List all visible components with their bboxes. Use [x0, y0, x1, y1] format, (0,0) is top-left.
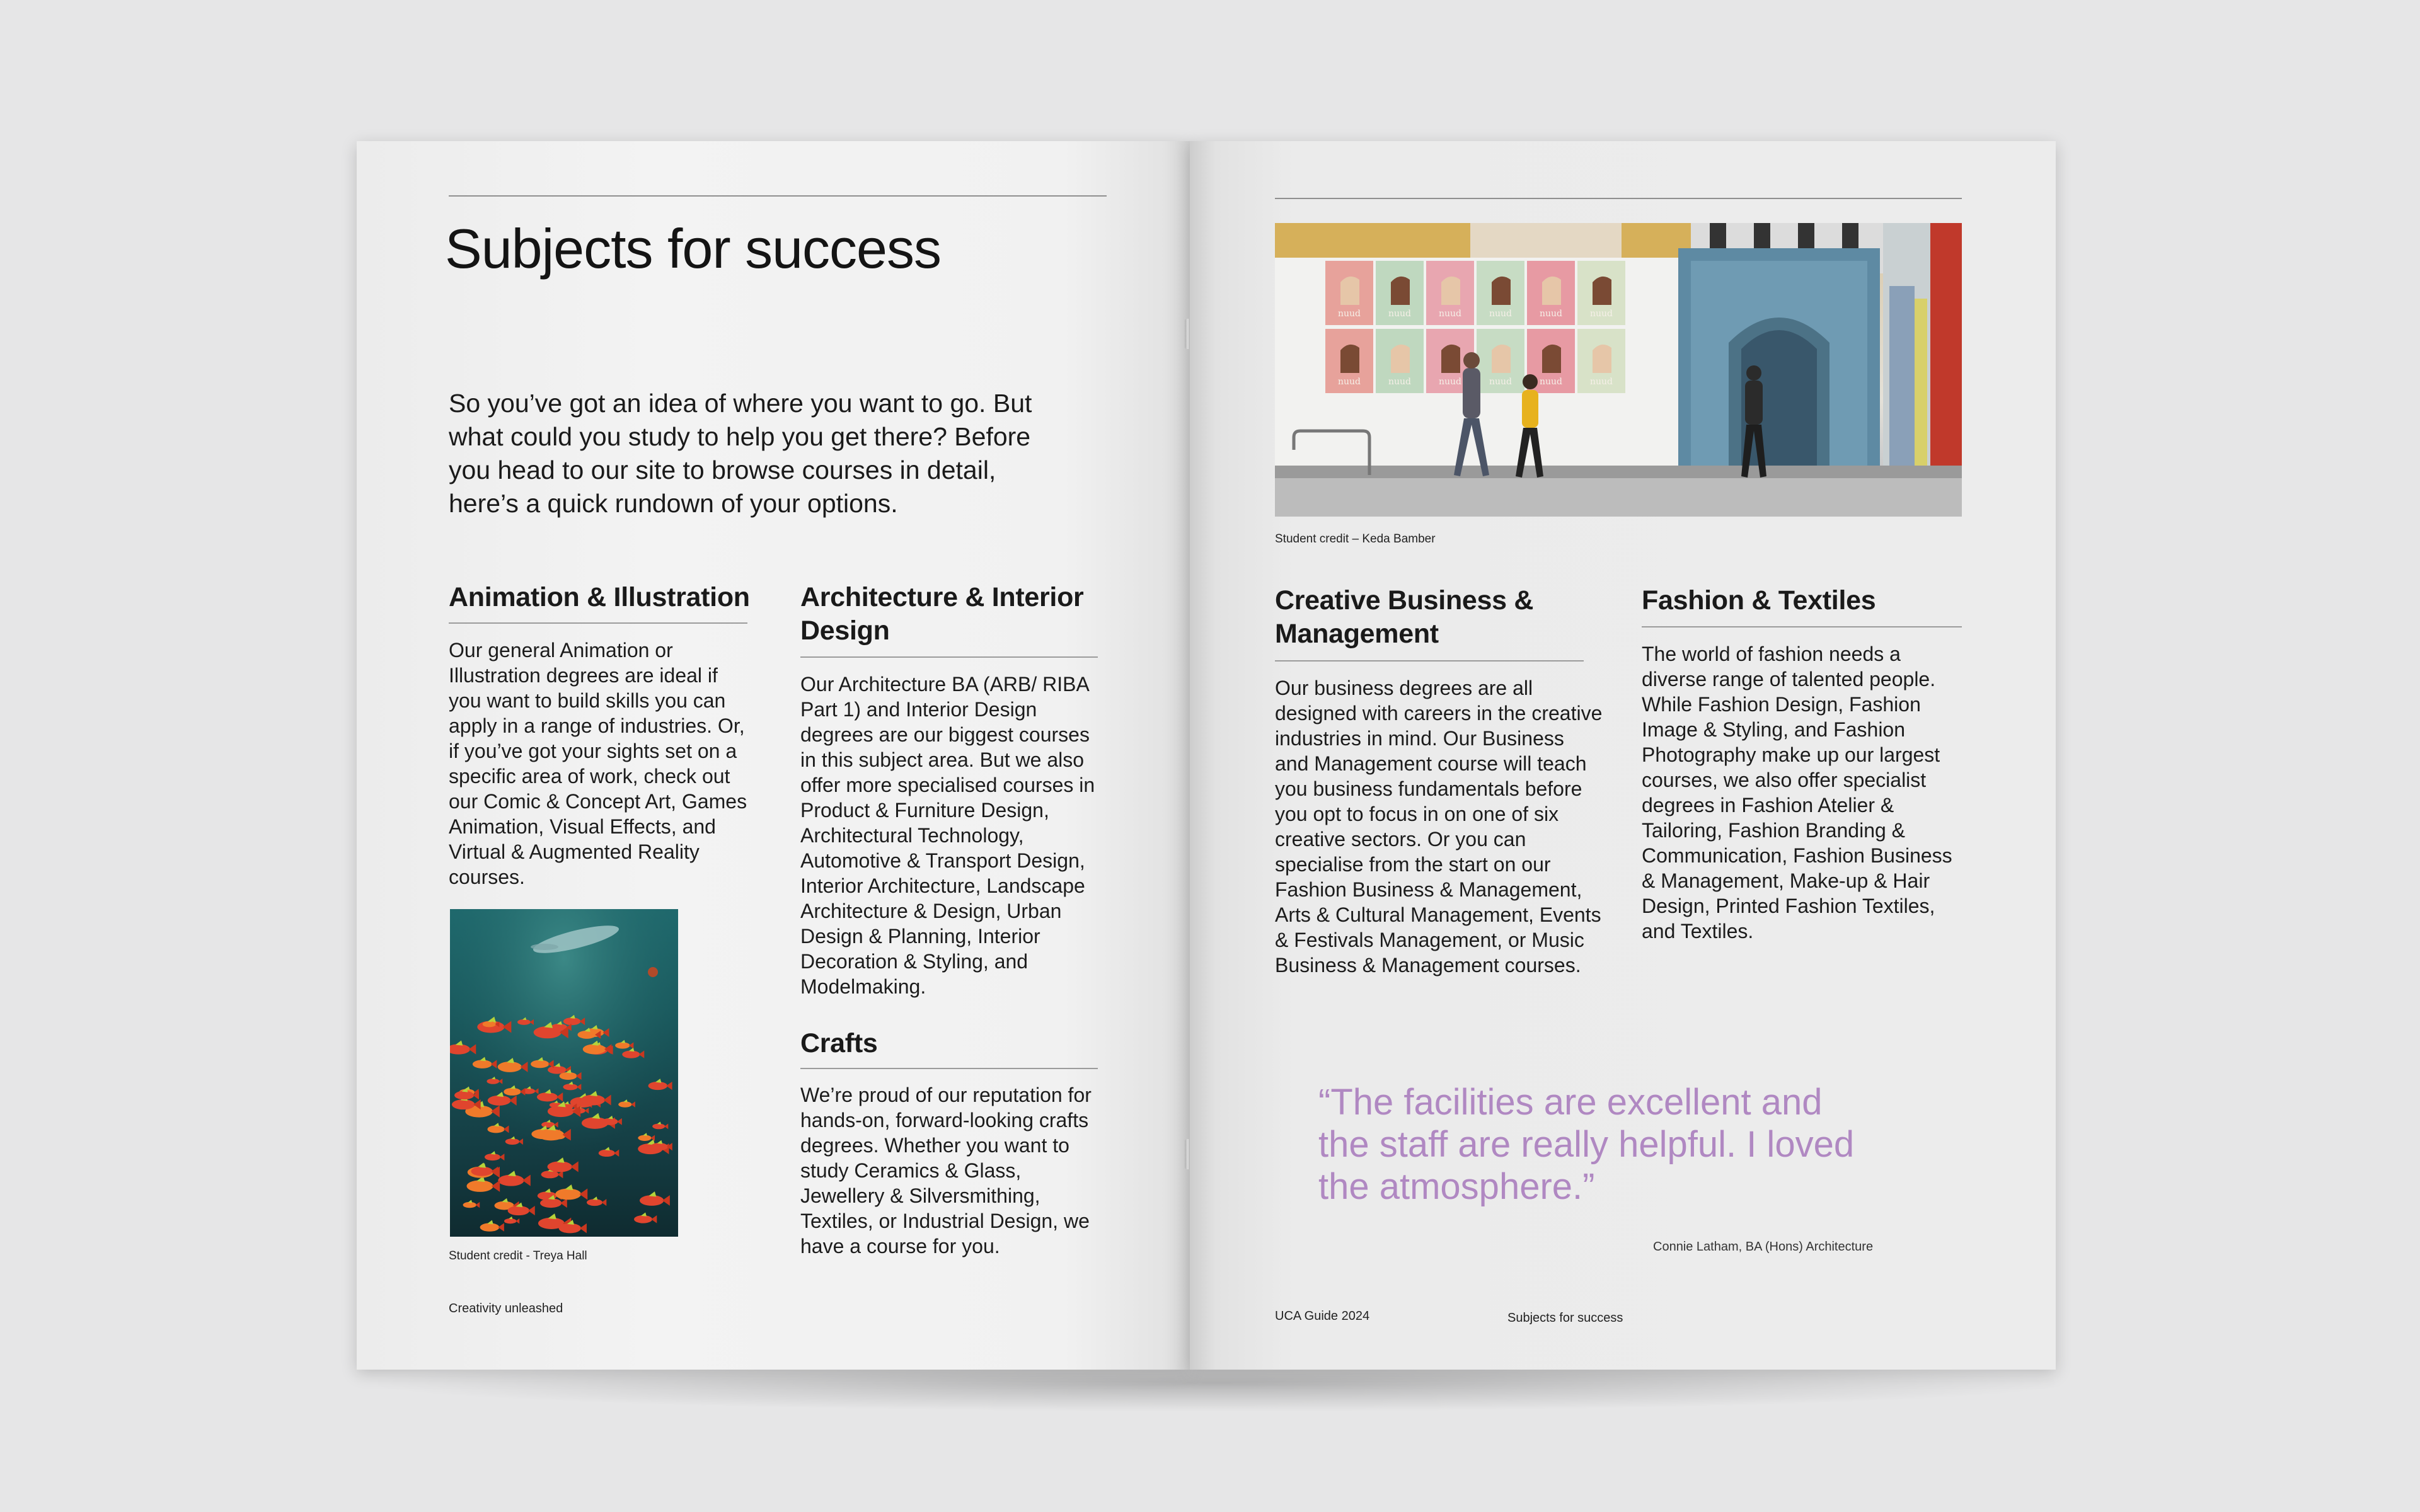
animation-heading: Animation & Illustration — [449, 582, 750, 612]
fish-illustration — [450, 909, 678, 1237]
business-rule — [1275, 660, 1584, 662]
business-heading: Creative Business & Management — [1275, 585, 1534, 649]
poster — [1477, 261, 1524, 325]
poster — [1527, 261, 1575, 325]
poster-label: nuud — [1388, 377, 1412, 387]
poster — [1477, 329, 1524, 393]
animation-body: Our general Animation or Illustration degrees are ideal if you want to build skills you can apply in a range of industries. Or, if you’ve got your sights set on a specific area of work, check out our Comic & Concept Art, Games Animation, Visual Effects, and Virtual & Augmented Reality courses. — [449, 639, 747, 888]
poster-label: nuud — [1388, 309, 1412, 319]
left-top-rule — [449, 195, 1107, 197]
left-image-credit: Student credit - Treya Hall — [449, 1249, 587, 1263]
right-footer-section: Subjects for success — [1507, 1311, 1623, 1325]
fashion-rule — [1642, 626, 1962, 627]
poster — [1376, 329, 1424, 393]
architecture-heading: Architecture & Interior Design — [800, 582, 1084, 646]
left-footer: Creativity unleashed — [449, 1302, 563, 1315]
crafts-heading: Crafts — [800, 1028, 878, 1058]
poster-label: nuud — [1489, 377, 1512, 387]
poster-label: nuud — [1589, 377, 1613, 387]
poster — [1577, 329, 1625, 393]
pull-quote: “The facilities are excellent and the staff are really helpful. I loved the atmosphere.” — [1318, 1082, 1855, 1207]
crafts-body: We’re proud of our reputation for hands-on, forward-looking crafts degrees. Whether you want to study Ceramics & Glass, Jewellery & Silversmithing, Textiles, or Industrial Design, we have a course for you. — [800, 1084, 1092, 1257]
page-title: Subjects for success — [445, 217, 941, 280]
poster — [1325, 329, 1373, 393]
poster-label: nuud — [1438, 309, 1462, 319]
right-top-rule — [1275, 198, 1962, 199]
poster-label: nuud — [1337, 377, 1361, 387]
poster — [1325, 261, 1373, 325]
architecture-rule — [800, 656, 1098, 658]
poster-label: nuud — [1337, 309, 1361, 319]
street-photo-image — [1275, 223, 1962, 517]
crafts-rule — [800, 1068, 1098, 1069]
intro-paragraph: So you’ve got an idea of where you want to go. But what could you study to help you get there? Before you head to our site to browse courses in detail, here’s a quick rundown of your options. — [449, 389, 1032, 518]
poster — [1577, 261, 1625, 325]
fashion-heading: Fashion & Textiles — [1642, 585, 1876, 616]
poster — [1426, 261, 1474, 325]
poster-label: nuud — [1539, 309, 1563, 319]
animation-rule — [449, 622, 747, 624]
poster-label: nuud — [1489, 309, 1512, 319]
fashion-body: The world of fashion needs a diverse range of talented people. While Fashion Design, Fashion Image & Styling, and Fashion Photography make up our largest courses, we also offer specialist degrees in Fashion Atelier & Tailoring, Fashion Branding & Communication, Fashion Business & Management, Make-up & Hair Design, Printed Fashion Textiles, and Textiles. — [1642, 643, 1952, 942]
business-body: Our business degrees are all designed with careers in the creative industries in mind. Our Business and Management course will teach you business fundamentals before you opt to focus in on one of six creative sectors. Or you can specialise from the start on our Fashion Business & Management, Arts & Cultural Management, Events & Festivals Management, or Music Business & Management courses. — [1275, 677, 1603, 976]
animation-artwork-image — [450, 909, 678, 1237]
poster — [1376, 261, 1424, 325]
poster-label: nuud — [1438, 377, 1462, 387]
poster-label: nuud — [1539, 377, 1563, 387]
street-illustration — [1275, 223, 1962, 517]
architecture-body: Our Architecture BA (ARB/ RIBA Part 1) and Interior Design degrees are our biggest courses in this subject area. But we also offer more specialised courses in Product & Furniture Design, Architectural Technology, Automotive & Transport Design, Interior Architecture, Landscape Architecture & Design, Urban Design & Planning, Interior Decoration & Styling, and Modelmaking. — [800, 673, 1095, 998]
right-image-credit: Student credit – Keda Bamber — [1275, 532, 1436, 546]
quote-attribution: Connie Latham, BA (Hons) Architecture — [1653, 1240, 1874, 1254]
poster-label: nuud — [1589, 309, 1613, 319]
right-footer-guide: UCA Guide 2024 — [1275, 1309, 1370, 1323]
